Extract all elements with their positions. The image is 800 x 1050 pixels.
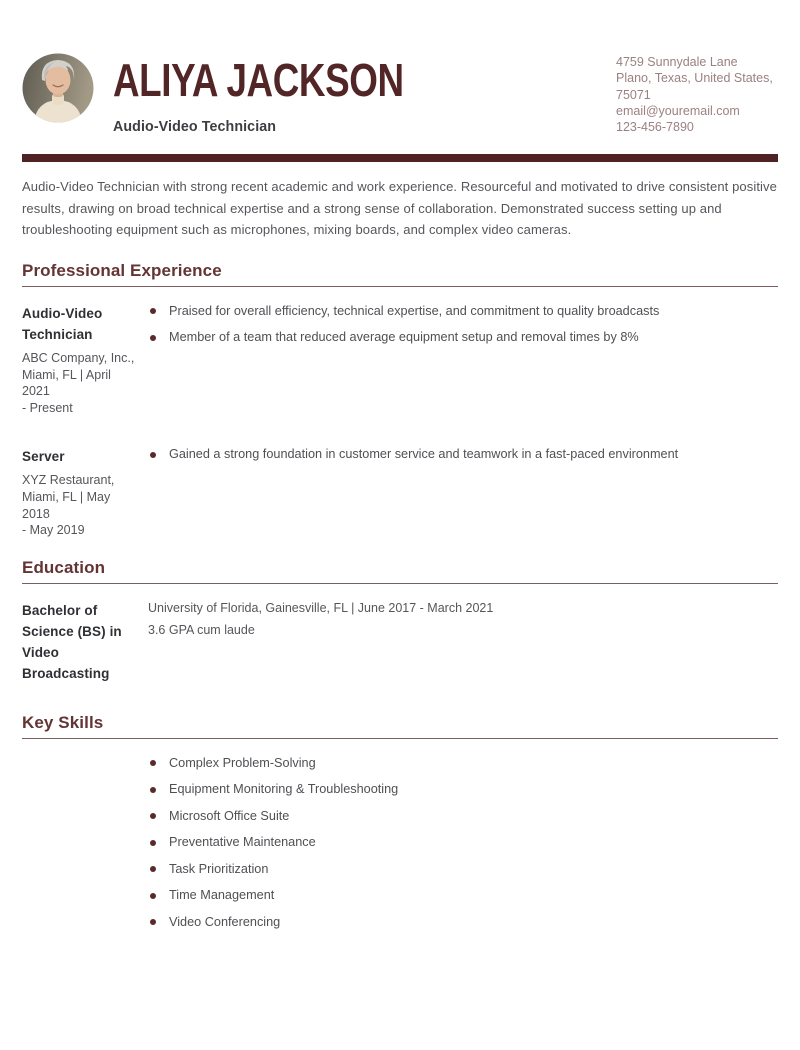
- contact-email: email@youremail.com: [616, 103, 740, 118]
- experience-bullet: [148, 446, 778, 463]
- profile-photo: [22, 53, 94, 123]
- summary-text: Audio-Video Technician with strong recent academic and work experience. Resourceful and motivated to drive consistent positive results, drawing on broad technical expertise and a strong sense of collaboration. Demonstrated success setting up and troubleshooting equipment such as microphones, mixing boards, and complex video cameras.: [22, 179, 777, 238]
- experience-bullet: [148, 329, 778, 346]
- experience-entry-bullets: [148, 303, 778, 416]
- education-entry: [22, 600, 778, 684]
- experience-bullet: [148, 303, 778, 320]
- bullet-icon: [150, 335, 156, 341]
- title-block: [94, 53, 616, 135]
- bullet-icon: [150, 840, 156, 846]
- education-detail-line: 3.6 GPA cum laude: [148, 622, 255, 637]
- skills-entry-left: [22, 755, 148, 941]
- contact-address-line-2: Plano, Texas, United States,: [616, 71, 773, 86]
- contact-address-line-3: 75071: [616, 87, 651, 102]
- job-meta: [22, 350, 140, 416]
- education-entry-left: [22, 600, 148, 684]
- bullet-icon: [150, 308, 156, 314]
- bullet-icon: [150, 866, 156, 872]
- experience-entry: [22, 303, 778, 416]
- experience-entry: [22, 446, 778, 538]
- experience-bullet-text: Gained a strong foundation in customer service and teamwork in a fast-paced environment: [169, 447, 679, 462]
- job-meta-line: Miami, FL | April 2021: [22, 367, 111, 399]
- job-meta: [22, 472, 140, 538]
- skills-entries: [22, 739, 778, 941]
- contact-phone: 123-456-7890: [616, 120, 694, 135]
- bullet-icon: [150, 452, 156, 458]
- skill-item-text: Microsoft Office Suite: [169, 808, 290, 823]
- skill-item-text: Complex Problem-Solving: [169, 755, 316, 770]
- header: [22, 53, 778, 135]
- skill-item-text: Equipment Monitoring & Troubleshooting: [169, 782, 399, 797]
- skill-item-text: Task Prioritization: [169, 861, 269, 876]
- skill-item: [148, 808, 778, 825]
- skill-item: [148, 914, 778, 931]
- person-job-title: Audio-Video Technician: [113, 117, 277, 135]
- bullet-icon: [150, 760, 156, 766]
- skill-item: [148, 755, 778, 772]
- job-role: Audio-Video Technician: [22, 305, 103, 342]
- skill-item: [148, 781, 778, 798]
- section-experience: [22, 261, 778, 539]
- contact-address-line-1: 4759 Sunnydale Lane: [616, 55, 738, 69]
- section-title-experience: Professional Experience: [22, 261, 778, 287]
- bullet-icon: [150, 919, 156, 925]
- job-meta-line: Miami, FL | May 2018: [22, 489, 111, 521]
- experience-bullet-text: Praised for overall efficiency, technical expertise, and commitment to quality broadcasts: [169, 303, 660, 318]
- skill-item-text: Video Conferencing: [169, 914, 281, 929]
- skill-item: [148, 861, 778, 878]
- profile-photo-image: [22, 53, 94, 123]
- experience-entries: [22, 287, 778, 539]
- person-name: ALIYA JACKSON: [113, 54, 404, 106]
- section-title-skills: Key Skills: [22, 713, 778, 739]
- job-meta-line: - May 2019: [22, 523, 85, 538]
- education-entry-details: [148, 600, 778, 684]
- contact-info: [616, 53, 778, 135]
- degree-name: Bachelor of Science (BS) in Video Broadcasting: [22, 602, 122, 681]
- education-entries: [22, 584, 778, 684]
- skill-item: [148, 887, 778, 904]
- skill-item-text: Preventative Maintenance: [169, 835, 316, 850]
- bullet-icon: [150, 787, 156, 793]
- experience-entry-left: [22, 446, 148, 538]
- job-meta-line: XYZ Restaurant,: [22, 473, 115, 488]
- job-meta-line: - Present: [22, 400, 73, 415]
- header-divider-bar: [22, 154, 778, 162]
- skills-list: [148, 755, 778, 941]
- section-skills: [22, 713, 778, 941]
- bullet-icon: [150, 813, 156, 819]
- bullet-icon: [150, 893, 156, 899]
- skill-item-text: Time Management: [169, 888, 275, 903]
- job-meta-line: ABC Company, Inc.,: [22, 350, 135, 365]
- experience-bullet-text: Member of a team that reduced average equipment setup and removal times by 8%: [169, 330, 639, 345]
- education-school-line: University of Florida, Gainesville, FL | June 2017 - March 2021: [148, 600, 494, 615]
- experience-entry-left: [22, 303, 148, 416]
- experience-entry-bullets: [148, 446, 778, 538]
- section-title-education: Education: [22, 558, 778, 584]
- section-education: [22, 558, 778, 684]
- job-role: Server: [22, 449, 65, 465]
- skills-entry: [22, 755, 778, 941]
- skill-item: [148, 834, 778, 851]
